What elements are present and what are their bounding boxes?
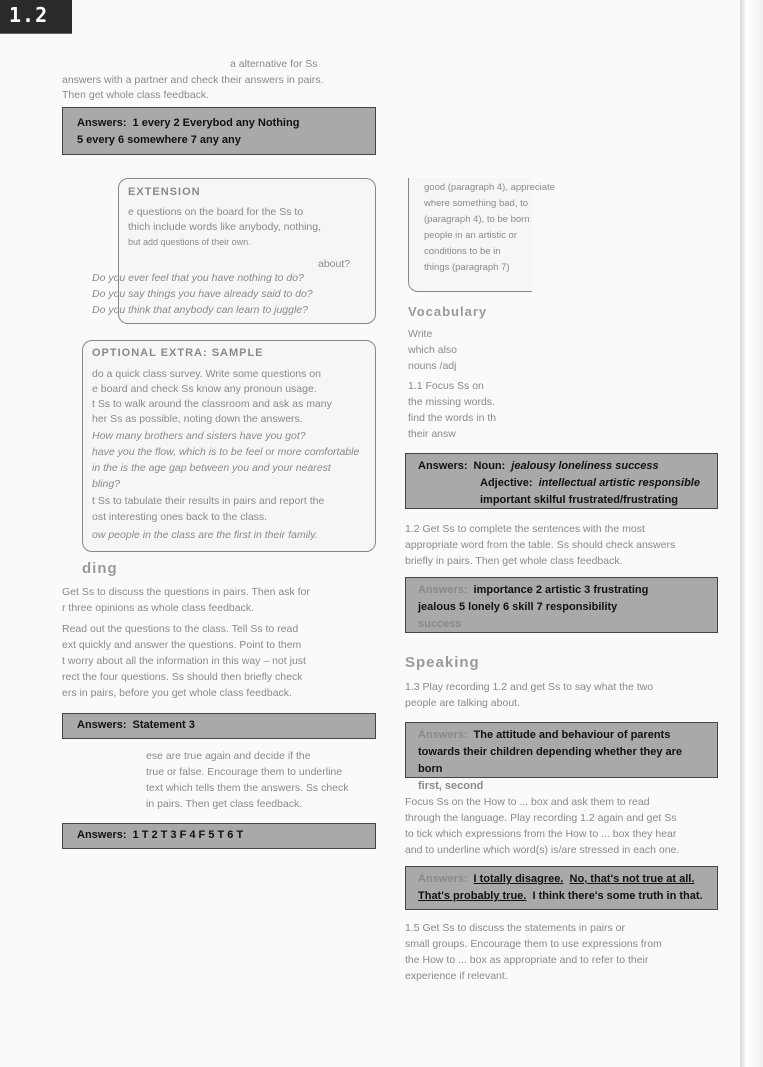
reading-line: true or false. Encourage them to underline xyxy=(146,766,343,778)
optional-extra-line: e board and check Ss know any pronoun usage. xyxy=(92,383,317,395)
answers-phrase: I think there's some truth in that. xyxy=(532,890,703,902)
final-line: experience if relevant. xyxy=(405,970,508,982)
extension-line: Do you say things you have already said to do? xyxy=(92,288,313,300)
answers-label: Answers: xyxy=(418,584,468,596)
optional-extra-line: ow people in the class are the first in their family. xyxy=(92,529,318,541)
glossary-line: conditions to be in xyxy=(424,246,501,257)
extension-line: Do you ever feel that you have nothing to do? xyxy=(92,272,304,284)
answers-row: first, second xyxy=(418,780,484,792)
reading-line: Read out the questions to the class. Tell Ss to read xyxy=(62,623,299,635)
reading-line: rect the four questions. Ss should then briefly check xyxy=(62,671,303,683)
answers-label: Answers: xyxy=(418,873,468,885)
optional-extra-line: her Ss as possible, noting down the answers. xyxy=(92,413,303,425)
answers-box-3 xyxy=(62,823,376,849)
extension-line: but add questions of their own. xyxy=(128,237,251,247)
optional-extra-title: OPTIONAL EXTRA: SAMPLE xyxy=(92,347,264,359)
extension-line: e questions on the board for the Ss to xyxy=(128,206,304,218)
glossary-line: things (paragraph 7) xyxy=(424,262,510,273)
vocabulary-line: Write xyxy=(408,328,433,340)
reading-line: r three opinions as whole class feedback. xyxy=(62,602,255,614)
task-line: appropriate word from the table. Ss should check answers xyxy=(405,539,676,551)
vocabulary-line: which also xyxy=(408,344,458,356)
speaking-line: people are talking about. xyxy=(405,697,521,709)
answers-box-6 xyxy=(405,722,718,792)
focus-line: their answ xyxy=(408,428,456,440)
page-edge xyxy=(740,0,763,1067)
listen-line: Focus Ss on the How to ... box and ask them to read xyxy=(405,796,650,808)
answers-phrase: I totally disagree. xyxy=(473,873,564,885)
optional-extra-line: do a quick class survey. Write some questions on xyxy=(92,368,321,380)
extension-line: Do you think that anybody can learn to juggle? xyxy=(92,304,308,316)
reading-line: text which tells them the answers. Ss check xyxy=(146,782,349,794)
noun-label: Noun: xyxy=(473,460,506,472)
answers-box-2 xyxy=(62,713,376,739)
task-line: 1.2 Get Ss to complete the sentences with the most xyxy=(405,523,645,535)
answers-row: The attitude and behaviour of parents xyxy=(473,729,671,741)
answers-label: Answers: xyxy=(77,829,127,841)
unit-badge: 1.2 xyxy=(0,0,72,33)
optional-extra-line: How many brothers and sisters have you got? xyxy=(92,430,306,442)
final-line: the How to ... box as appropriate and to refer to their xyxy=(405,954,649,966)
answers-box-7 xyxy=(405,866,718,910)
focus-line: 1.1 Focus Ss on xyxy=(408,380,484,392)
answers-row: 1 every 2 Everybod any Nothing xyxy=(132,117,300,129)
final-line: 1.5 Get Ss to discuss the statements in pairs or xyxy=(405,922,626,934)
optional-extra-line: ost interesting ones back to the class. xyxy=(92,511,268,523)
answers-row: success xyxy=(418,618,462,630)
reading-line: ext quickly and answer the questions. Point to them xyxy=(62,639,302,651)
speaking-line: 1.3 Play recording 1.2 and get Ss to say what the two xyxy=(405,681,654,693)
answers-box-4 xyxy=(405,453,718,509)
answers-box-1 xyxy=(62,107,376,155)
vocabulary-line: nouns /adj xyxy=(408,360,457,372)
extension-title: EXTENSION xyxy=(128,186,201,198)
answers-phrase: That's probably true. xyxy=(418,890,527,902)
answers-row: jealous 5 lonely 6 skill 7 responsibility xyxy=(418,601,618,613)
answers-row: 5 every 6 somewhere 7 any any xyxy=(77,134,241,146)
optional-extra-line: bling? xyxy=(92,478,121,490)
listen-line: through the language. Play recording 1.2 again and get Ss xyxy=(405,812,677,824)
optional-extra-line: in the is the age gap between you and your nearest xyxy=(92,462,331,474)
reading-line: t worry about all the information in this way – not just xyxy=(62,655,306,667)
glossary-line: people in an artistic or xyxy=(424,230,517,241)
extension-line: thich include words like anybody, nothing, xyxy=(128,221,322,233)
answers-label: Answers: xyxy=(418,460,468,472)
answers-label: Answers: xyxy=(77,719,127,731)
adjective-answers: intellectual artistic responsible xyxy=(538,477,700,489)
vocabulary-heading: Vocabulary xyxy=(408,304,488,319)
task-line: briefly in pairs. Then get whole class feedback. xyxy=(405,555,623,567)
answers-label: Answers: xyxy=(418,729,468,741)
answers-row: towards their children depending whether they are born xyxy=(418,746,683,775)
unit-badge-rule xyxy=(0,33,72,34)
intro-line-1: a alternative for Ss xyxy=(230,58,318,70)
reading-line: in pairs. Then get class feedback. xyxy=(146,798,303,810)
answers-box-5 xyxy=(405,577,718,633)
final-line: small groups. Encourage them to use expressions from xyxy=(405,938,662,950)
intro-line-2: answers with a partner and check their answers in pairs. xyxy=(62,74,324,86)
optional-extra-line: have you the flow, which is to be feel or more comfortable xyxy=(92,446,360,458)
adjective-answers: important skilful frustrated/frustrating xyxy=(480,494,679,506)
glossary-line: good (paragraph 4), appreciate xyxy=(424,182,555,193)
answers-value: Statement 3 xyxy=(132,719,195,731)
adjective-label: Adjective: xyxy=(480,477,533,489)
reading-heading: ding xyxy=(82,560,118,577)
noun-answers: jealousy loneliness success xyxy=(511,460,659,472)
answers-value: 1 T 2 T 3 F 4 F 5 T 6 T xyxy=(132,829,244,841)
focus-line: find the words in th xyxy=(408,412,497,424)
focus-line: the missing words. xyxy=(408,396,495,408)
optional-extra-line: t Ss to walk around the classroom and ask as many xyxy=(92,398,332,410)
answers-label: Answers: xyxy=(77,117,127,129)
reading-line: Get Ss to discuss the questions in pairs. Then ask for xyxy=(62,586,310,598)
answers-phrase: No, that's not true at all. xyxy=(569,873,695,885)
optional-extra-line: t Ss to tabulate their results in pairs and report the xyxy=(92,495,325,507)
listen-line: and to underline which word(s) is/are stressed in each one. xyxy=(405,844,680,856)
speaking-heading: Speaking xyxy=(405,654,480,671)
intro-line-3: Then get whole class feedback. xyxy=(62,89,210,101)
answers-row: importance 2 artistic 3 frustrating xyxy=(473,584,649,596)
reading-line: ese are true again and decide if the xyxy=(146,750,311,762)
extension-line: about? xyxy=(318,258,351,270)
glossary-line: (paragraph 4), to be born xyxy=(424,214,530,225)
listen-line: to tick which expressions from the How to ... box they hear xyxy=(405,828,677,840)
reading-line: ers in pairs, before you get whole class feedback. xyxy=(62,687,292,699)
glossary-line: where something bad, to xyxy=(424,198,529,209)
